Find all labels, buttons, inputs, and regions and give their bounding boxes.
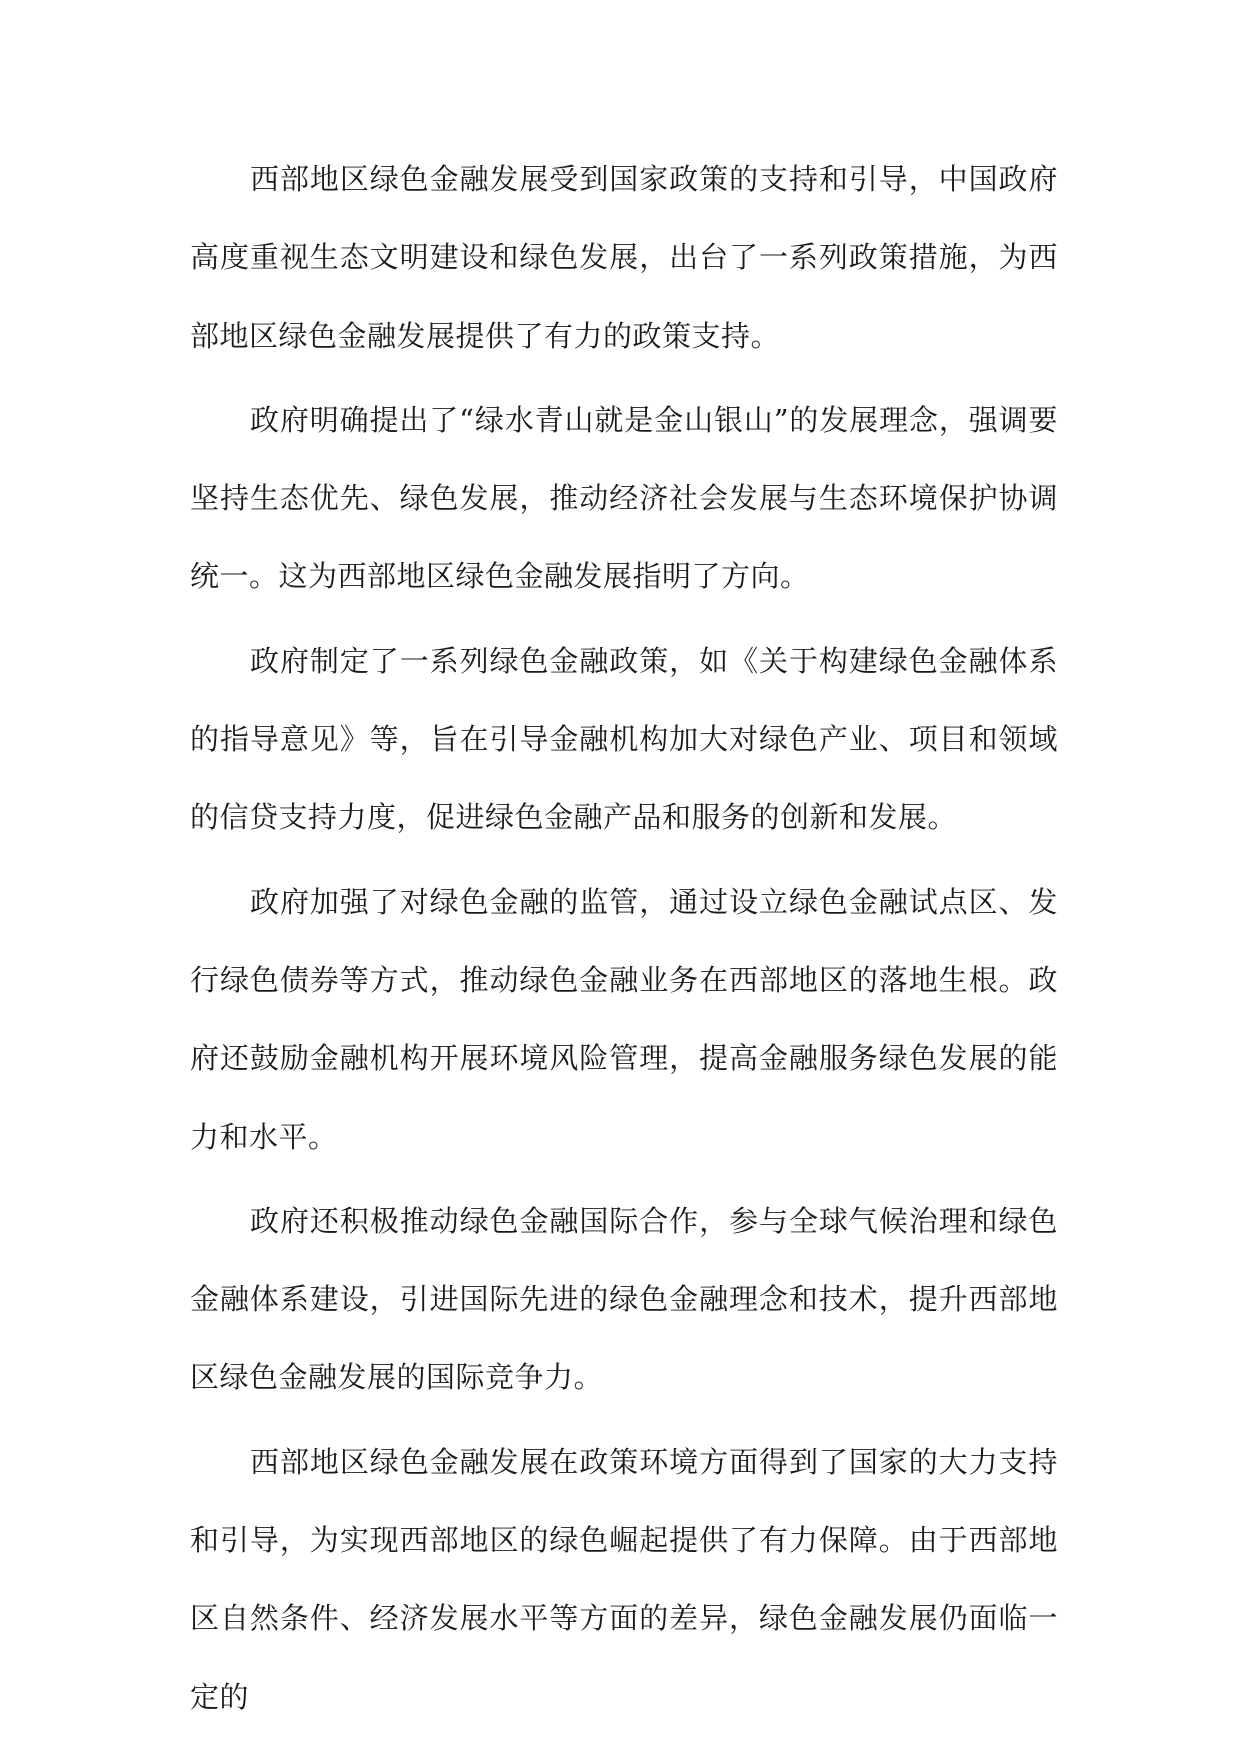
paragraph-4: 政府加强了对绿色金融的监管，通过设立绿色金融试点区、发行绿色债券等方式，推动绿色金融业务在西部地区的落地生根。政府还鼓励金融机构开展环境风险管理，提高金融服务绿色发展的能力和水平。 [190, 884, 1058, 1154]
paragraph-2: 政府明确提出了“绿水青山就是金山银山”的发展理念，强调要坚持生态优先、绿色发展，推动经济社会发展与生态环境保护协调统一。这为西部地区绿色金融发展指明了方向。 [190, 402, 1058, 594]
paragraph-1: 西部地区绿色金融发展受到国家政策的支持和引导，中国政府高度重视生态文明建设和绿色发展，出台了一系列政策措施，为西部地区绿色金融发展提供了有力的政策支持。 [190, 162, 1058, 353]
paragraph-3: 政府制定了一系列绿色金融政策，如《关于构建绿色金融体系的指导意见》等，旨在引导金融机构加大对绿色产业、项目和领域的信贷支持力度，促进绿色金融产品和服务的创新和发展。 [190, 643, 1058, 835]
paragraph-5: 政府还积极推动绿色金融国际合作，参与全球气候治理和绿色金融体系建设，引进国际先进的绿色金融理念和技术，提升西部地区绿色金融发展的国际竞争力。 [190, 1203, 1058, 1395]
document-page [190, 140, 1058, 1742]
paragraph-6: 西部地区绿色金融发展在政策环境方面得到了国家的大力支持和引导，为实现西部地区的绿色崛起提供了有力保障。由于西部地区自然条件、经济发展水平等方面的差异，绿色金融发展仍面临一定的 [190, 1444, 1058, 1714]
